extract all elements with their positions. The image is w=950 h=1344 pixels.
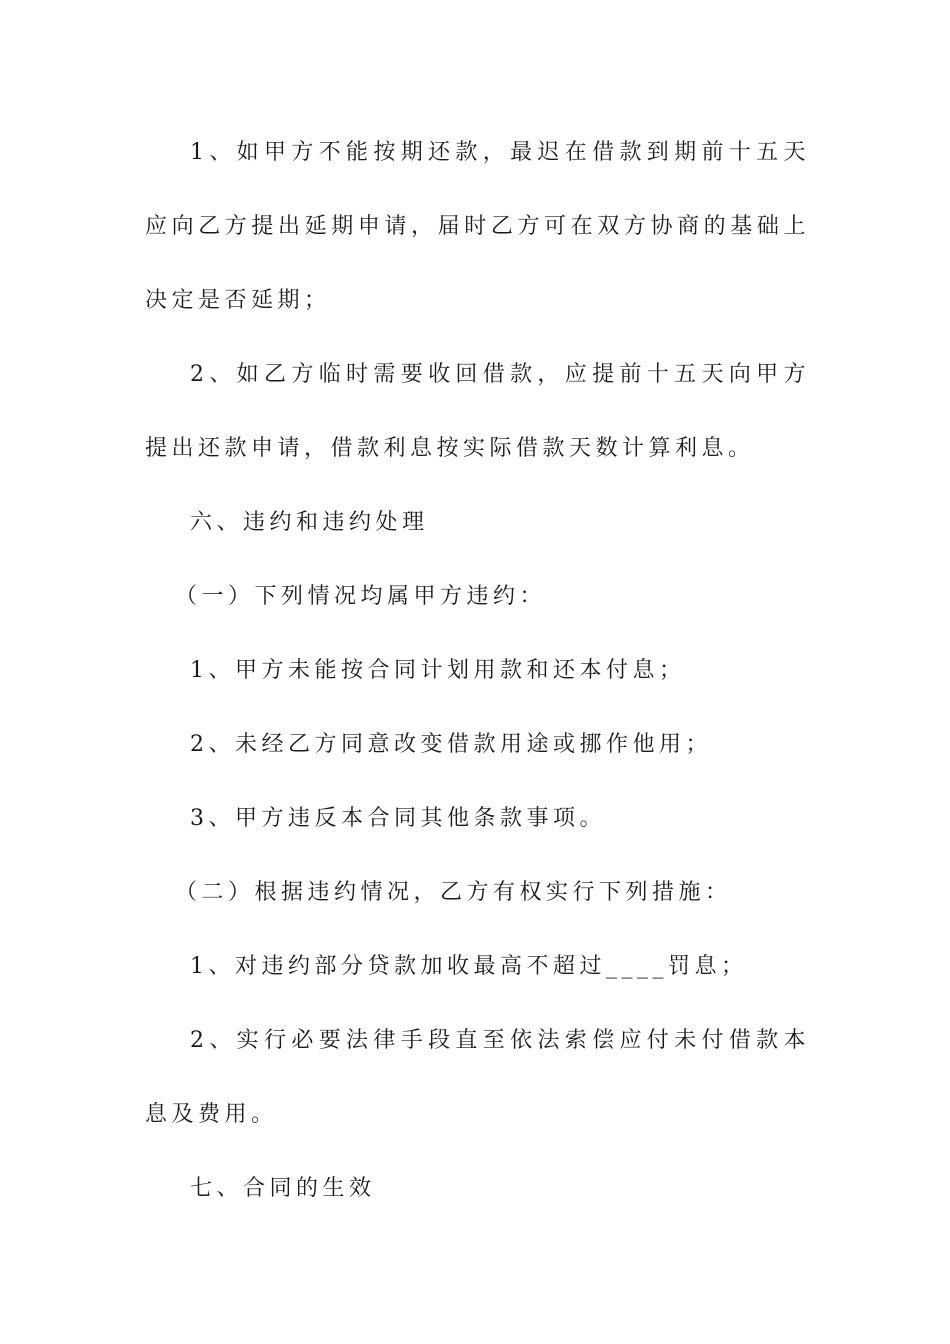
section-heading-breach: 六、违约和违约处理	[190, 510, 429, 535]
breach-item-1: 1、甲方未能按合同计划用款和还本付息；	[190, 658, 686, 683]
breach-item-3: 3、甲方违反本合同其他条款事项。	[190, 806, 606, 831]
document-body	[145, 116, 810, 1226]
subsection-party-b-measures: （二）根据违约情况，乙方有权实行下列措施：	[175, 880, 732, 905]
clause-early-recall: 2、如乙方临时需要收回借款，应提前十五天向甲方提出还款申请，借款利息按实际借款天数计算利息。	[145, 362, 810, 461]
breach-item-2: 2、未经乙方同意改变借款用途或挪作他用；	[190, 732, 712, 757]
clause-deferral-application: 1、如甲方不能按期还款，最迟在借款到期前十五天应向乙方提出延期申请，届时乙方可在双方协商的基础上决定是否延期；	[145, 140, 810, 313]
section-heading-effectiveness: 七、合同的生效	[190, 1176, 376, 1201]
measure-item-2: 2、实行必要法律手段直至依法索偿应付未付借款本息及费用。	[145, 1028, 810, 1127]
measure-item-1: 1、对违约部分贷款加收最高不超过____罚息；	[190, 954, 748, 979]
subsection-party-a-breach: （一）下列情况均属甲方违约：	[175, 584, 547, 609]
